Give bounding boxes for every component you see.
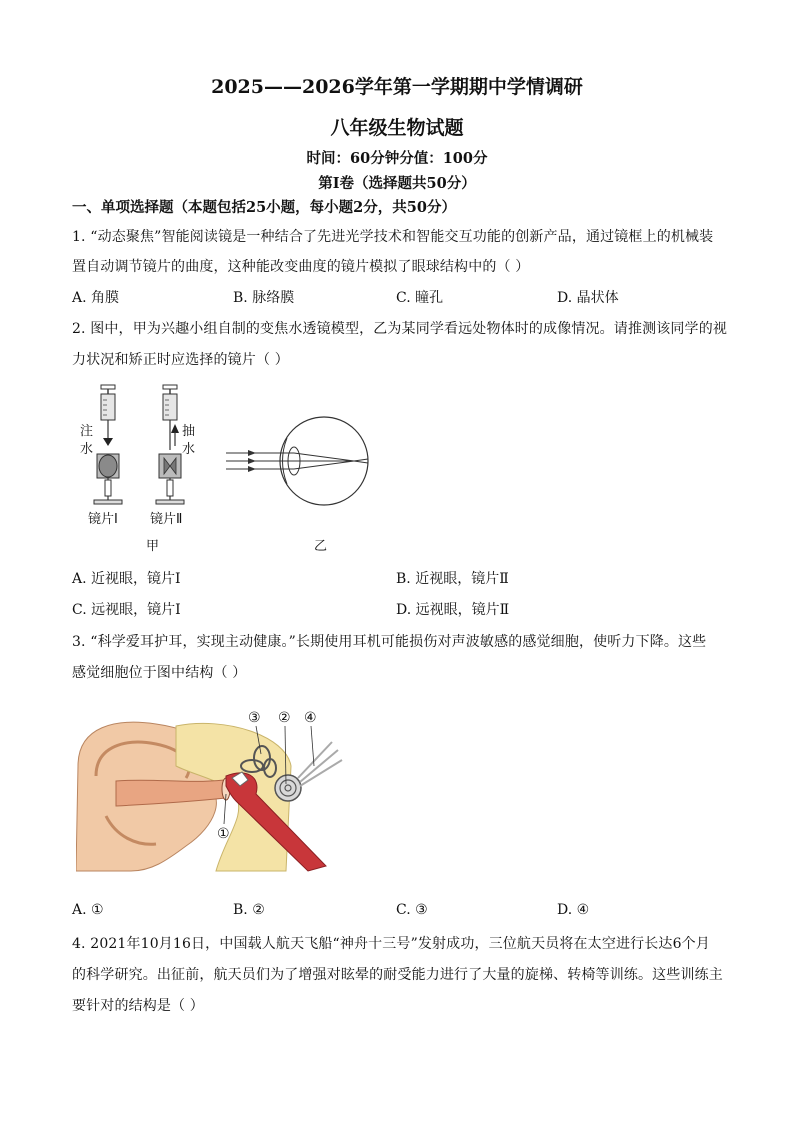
ear-diagram [76,706,346,876]
q1-text-line1: 1. “动态聚焦”智能阅读镜是一种结合了先进光学技术和智能交互功能的创新产品，通过镜框上的机械装 [72,229,714,245]
q4-text-line2: 的科学研究。出征前，航天员们为了增强对眩晕的耐受能力进行了大量的旋梯、转椅等训练。这些训练主 [72,967,723,983]
q3-text-line1: 3. “科学爱耳护耳，实现主动健康。”长期使用耳机可能损伤对声波敏感的感觉细胞，使听力下降。这些 [72,634,707,650]
q1-text-line2: 置自动调节镜片的曲度，这种能改变曲度的镜片模拟了眼球结构中的（ ） [72,259,530,275]
q3-option-c[interactable]: C. ③ [396,902,428,918]
inject-label-1: 注 [80,424,94,439]
q2-option-a[interactable]: A. 近视眼，镜片Ⅰ [72,571,181,587]
q3-option-a[interactable]: A. ① [72,902,104,918]
q2-text-line2: 力状况和矫正时应选择的镜片（ ） [72,352,289,368]
marker-4: ④ [304,710,317,726]
q2-option-b[interactable]: B. 近视眼，镜片Ⅱ [396,571,509,587]
q2-figure [72,380,382,560]
exam-title: 2025——2026学年第一学期期中学情调研 [211,76,583,98]
q2-text-line1: 2. 图中，甲为兴趣小组自制的变焦水透镜模型，乙为某同学看远处物体时的成像情况。请推测该同学的视 [72,321,728,337]
q4-text-line3: 要针对的结构是（ ） [72,998,204,1014]
q1-option-b[interactable]: B. 脉络膜 [233,290,295,306]
lens-1-label: 镜片Ⅰ [88,512,118,527]
draw-label-1: 抽 [182,424,196,439]
volume-line: 第Ⅰ卷（选择题共50分） [318,175,476,192]
q2-option-c[interactable]: C. 远视眼，镜片Ⅰ [72,602,181,618]
marker-2: ② [278,710,291,726]
q3-text-line2: 感觉细胞位于图中结构（ ） [72,665,247,681]
q1-option-d[interactable]: D. 晶状体 [557,290,619,306]
q1-option-a[interactable]: A. 角膜 [72,290,120,306]
marker-3: ③ [248,710,261,726]
lens-model-2 [156,385,184,504]
lens-2-label: 镜片Ⅱ [150,512,183,527]
time-score-line: 时间：60分钟分值：100分 [306,150,488,167]
q3-option-b[interactable]: B. ② [233,902,265,918]
lens-model-1 [94,385,122,504]
figure-jia-label: 甲 [146,539,160,554]
q1-option-c[interactable]: C. 瞳孔 [396,290,444,306]
exam-subtitle: 八年级生物试题 [330,117,464,139]
marker-1: ① [217,826,230,842]
inject-label-2: 水 [80,442,94,457]
eyeball-diagram [226,417,368,505]
q4-text-line1: 4. 2021年10月16日，中国载人航天飞船“神舟十三号”发射成功，三位航天员将在太空进行长达6个月 [72,936,710,952]
draw-label-2: 水 [182,442,196,457]
figure-yi-label: 乙 [314,539,328,554]
q3-option-d[interactable]: D. ④ [557,902,590,918]
section-heading: 一、单项选择题（本题包括25小题，每小题2分，共50分） [72,199,456,216]
q2-option-d[interactable]: D. 远视眼，镜片Ⅱ [396,602,510,618]
